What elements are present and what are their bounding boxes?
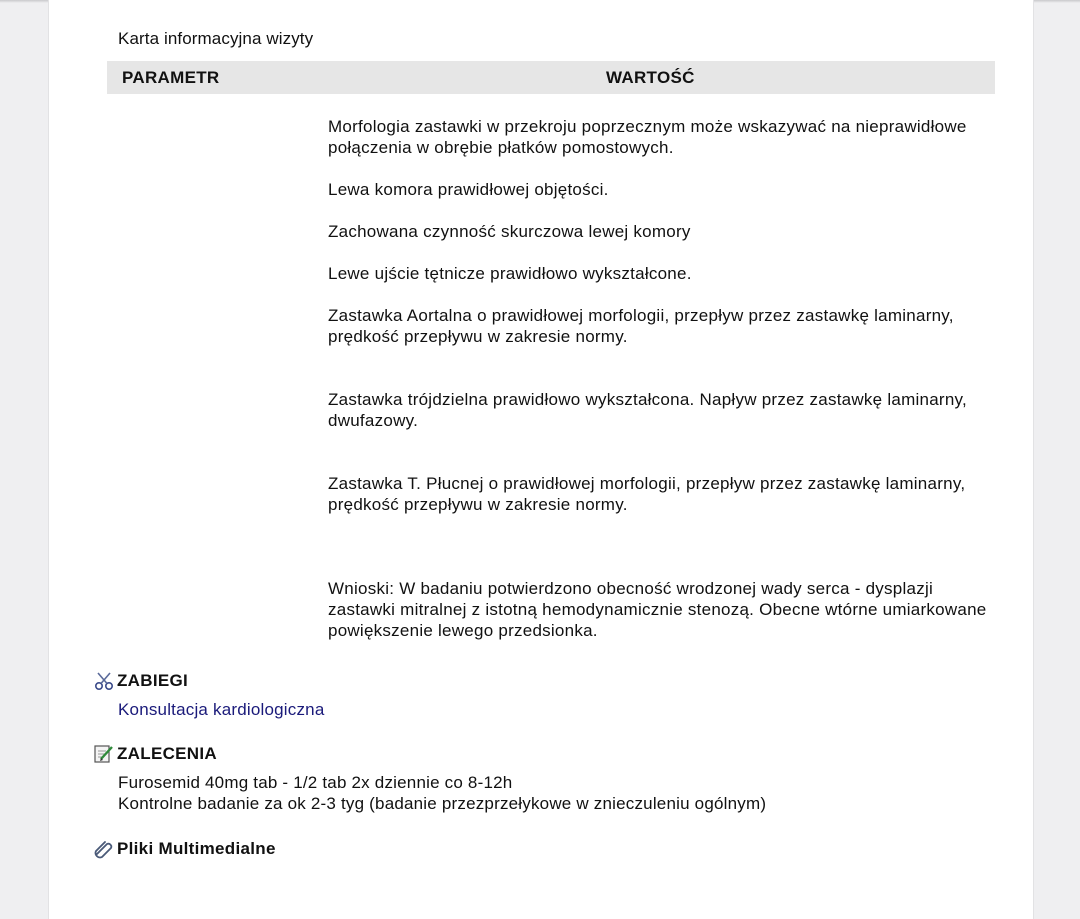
column-header-parameter: PARAMETR (122, 68, 220, 87)
value-paragraph: Lewe ujście tętnicze prawidłowo wykształcone. (328, 264, 692, 283)
value-paragraph: Lewa komora prawidłowej objętości. (328, 180, 609, 199)
recommendations-title: ZALECENIA (117, 744, 217, 763)
scissors-icon (93, 671, 115, 691)
value-paragraph: Zastawka Aortalna o prawidłowej morfologii, przepływ przez zastawkę laminarny, prędkość przepływu w zakresie normy. (328, 306, 954, 346)
procedure-link-cardiology-consultation[interactable]: Konsultacja kardiologiczna (118, 700, 325, 719)
value-paragraph: Zastawka T. Płucnej o prawidłowej morfologii, przepływ przez zastawkę laminarny, prędkość przepływu w zakresie normy. (328, 474, 966, 514)
value-paragraph: Morfologia zastawki w przekroju poprzecznym może wskazywać na nieprawidłowe połączenia w obrębie płatków pomostowych. (328, 117, 967, 157)
recommendation-item: Furosemid 40mg tab - 1/2 tab 2x dziennie co 8-12h (118, 773, 513, 792)
column-header-value: WARTOŚĆ (606, 68, 695, 87)
paperclip-icon (93, 839, 115, 859)
value-paragraph: Zachowana czynność skurczowa lewej komory (328, 222, 691, 241)
procedures-title: ZABIEGI (117, 671, 189, 690)
conclusions-paragraph: Wnioski: W badaniu potwierdzono obecność wrodzonej wady serca - dysplazji zastawki mitralnej z istotną hemodynamicznie stenozą. Obecne wtórne umiarkowane powiększenie lewego przedsionka. (328, 579, 987, 640)
recommendations-section-header (93, 744, 217, 764)
value-paragraph: Zastawka trójdzielna prawidłowo wykształcona. Napływ przez zastawkę laminarny, dwufazowy. (328, 390, 967, 430)
document-title: Karta informacyjna wizyty (118, 29, 314, 48)
recommendation-item: Kontrolne badanie za ok 2-3 tyg (badanie przezprzełykowe w znieczuleniu ogólnym) (118, 794, 767, 813)
table-header (107, 61, 995, 94)
procedures-section-header (93, 671, 188, 691)
multimedia-title[interactable]: Pliki Multimedialne (117, 839, 276, 858)
notepad-edit-icon (93, 744, 115, 764)
multimedia-section-header (93, 839, 276, 859)
